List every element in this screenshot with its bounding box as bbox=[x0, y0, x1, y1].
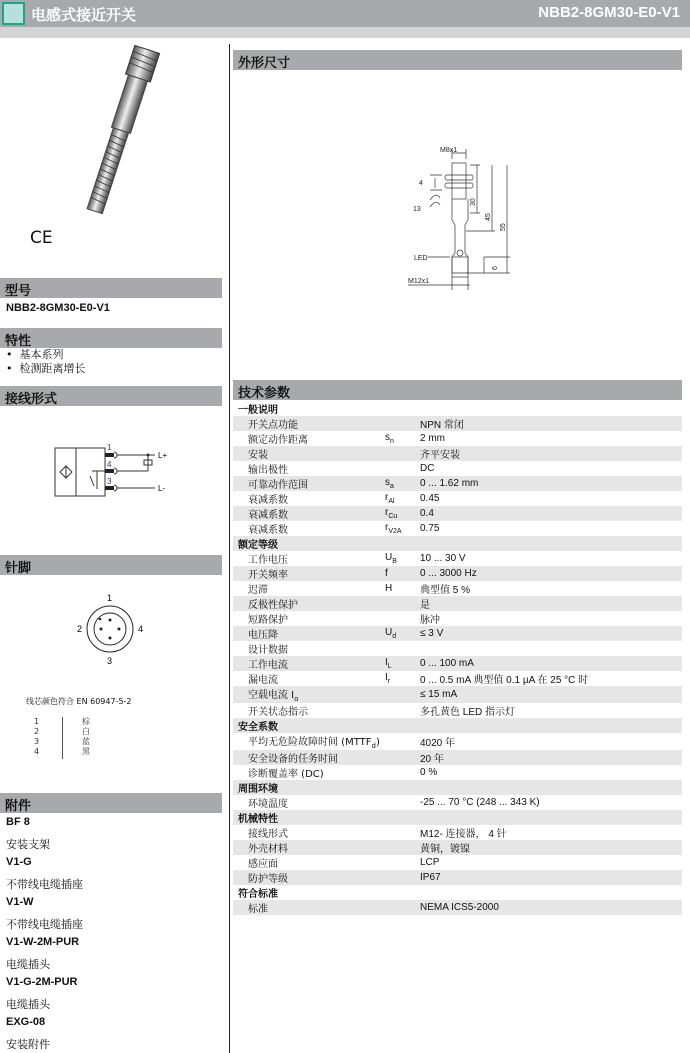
accessory-desc: 电缆插头 bbox=[6, 998, 50, 1011]
spec-value: 典型值 5 % bbox=[420, 585, 471, 596]
section-dimensions: 外形尺寸 bbox=[233, 50, 682, 70]
spec-value: 多孔黄色 LED 指示灯 bbox=[420, 707, 516, 718]
spec-label: 设计数据 bbox=[248, 645, 288, 656]
spec-section-title: 符合标准 bbox=[238, 889, 278, 900]
spec-value: 0 ... 0.5 mA 典型值 0.1 µA 在 25 °C 时 bbox=[420, 675, 589, 686]
spec-symbol: H bbox=[385, 583, 393, 594]
spec-label: 反极性保护 bbox=[233, 596, 385, 611]
spec-value: 是 bbox=[420, 596, 682, 611]
spec-value: NEMA ICS5-2000 bbox=[420, 900, 682, 915]
product-image bbox=[20, 45, 220, 215]
spec-label: 接线形式 bbox=[248, 829, 288, 840]
spec-value: 黄铜，镀镍 bbox=[420, 840, 682, 855]
spec-symbol: $U_B$ bbox=[385, 552, 397, 565]
page-title: 电感式接近开关 bbox=[31, 6, 137, 24]
svg-text:45: 45 bbox=[485, 213, 492, 221]
svg-text:30: 30 bbox=[470, 198, 477, 206]
svg-text:LED: LED bbox=[414, 255, 428, 262]
spec-label: 短路保护 bbox=[248, 615, 288, 626]
spec-row bbox=[233, 506, 682, 521]
spec-row bbox=[233, 521, 682, 536]
column-divider bbox=[229, 44, 230, 1053]
spec-value: IP67 bbox=[420, 870, 682, 885]
spec-section-title: 周围环境 bbox=[233, 780, 682, 795]
spec-value: 0.45 bbox=[420, 493, 440, 504]
svg-text:55: 55 bbox=[500, 223, 507, 231]
section-accessories: 附件 bbox=[0, 793, 222, 813]
svg-text:4: 4 bbox=[138, 624, 144, 634]
spec-symbol bbox=[385, 840, 420, 855]
spec-symbol: $r_{Cu}$ bbox=[385, 506, 420, 521]
spec-row bbox=[233, 703, 682, 718]
accessory-desc: 安装支架 bbox=[6, 838, 50, 851]
wire-color-row: 1 棕 bbox=[34, 717, 90, 726]
spec-value bbox=[420, 641, 682, 656]
spec-row bbox=[233, 461, 682, 476]
spec-row bbox=[233, 900, 682, 915]
spec-label: 输出极性 bbox=[248, 465, 288, 476]
spec-row bbox=[233, 656, 682, 671]
spec-label: 环境温度 bbox=[248, 799, 288, 810]
accessory-name[interactable]: V1-G-2M-PUR bbox=[6, 976, 78, 988]
spec-symbol: $s_n$ bbox=[385, 432, 394, 445]
spec-symbol bbox=[385, 795, 420, 810]
spec-symbol bbox=[385, 855, 420, 870]
spec-section-header bbox=[233, 536, 682, 551]
feature-item: • 检测距离增长 bbox=[6, 362, 86, 375]
spec-symbol bbox=[385, 900, 420, 915]
brand-logo bbox=[2, 2, 25, 25]
svg-text:L+: L+ bbox=[158, 451, 168, 460]
spec-row bbox=[233, 795, 682, 810]
feature-item: • 基本系列 bbox=[6, 348, 64, 361]
spec-symbol bbox=[385, 596, 420, 611]
spec-label: 迟滞 bbox=[248, 585, 268, 596]
spec-value: NPN 常闭 bbox=[420, 416, 682, 431]
spec-value: LCP bbox=[420, 857, 440, 868]
spec-symbol: $s_a$ bbox=[385, 476, 420, 491]
wire-color-row: 4 黑 bbox=[34, 747, 90, 756]
model-value: NBB2-8GM30-E0-V1 bbox=[6, 302, 110, 314]
spec-value: 10 ... 30 V bbox=[420, 553, 466, 564]
spec-label: 开关频率 bbox=[233, 566, 385, 581]
spec-value: 20 年 bbox=[420, 750, 682, 765]
spec-symbol bbox=[385, 641, 420, 656]
svg-text:4: 4 bbox=[107, 460, 112, 469]
accessory-name[interactable]: V1-W-2M-PUR bbox=[6, 936, 80, 948]
spec-label: 衰减系数 bbox=[233, 506, 385, 521]
spec-label: 漏电流 bbox=[248, 675, 278, 686]
svg-text:3: 3 bbox=[107, 656, 113, 666]
spec-value: ≤ 15 mA bbox=[420, 686, 682, 703]
spec-row bbox=[233, 476, 682, 491]
spec-label: 平均无危险故障时间 $(MTTF_d)$ bbox=[248, 737, 380, 750]
spec-row bbox=[233, 551, 682, 566]
accessory-desc: 电缆插头 bbox=[6, 958, 50, 971]
svg-text:13: 13 bbox=[413, 206, 421, 213]
spec-symbol: $r_{V2A}$ bbox=[385, 522, 402, 535]
spec-symbol bbox=[385, 825, 420, 840]
spec-label: 可靠动作范围 bbox=[233, 476, 385, 491]
spec-value: DC bbox=[420, 463, 435, 474]
section-wiring: 接线形式 bbox=[0, 386, 222, 406]
spec-row bbox=[233, 733, 682, 750]
spec-section-title: 机械特性 bbox=[233, 810, 682, 825]
wiring-diagram bbox=[50, 440, 180, 500]
svg-text:M12x1: M12x1 bbox=[408, 278, 430, 285]
wire-color-row: 3 蓝 bbox=[34, 737, 90, 746]
wire-color-table bbox=[34, 717, 90, 757]
spec-symbol bbox=[385, 870, 420, 885]
svg-text:L-: L- bbox=[158, 484, 166, 493]
spec-label: 工作电流 bbox=[233, 656, 385, 671]
accessory-desc: 不带线电缆插座 bbox=[6, 918, 83, 931]
section-features: 特性 bbox=[0, 328, 222, 348]
spec-row bbox=[233, 686, 682, 703]
svg-text:1: 1 bbox=[107, 593, 113, 603]
spec-row bbox=[233, 626, 682, 641]
svg-text:1: 1 bbox=[107, 443, 112, 452]
spec-row bbox=[233, 416, 682, 431]
accessory-desc: 安装附件 bbox=[6, 1038, 50, 1051]
svg-text:4: 4 bbox=[419, 180, 423, 187]
svg-text:3: 3 bbox=[107, 477, 112, 486]
spec-section-header bbox=[233, 780, 682, 795]
spec-label: 标准 bbox=[233, 900, 385, 915]
header-bar bbox=[0, 0, 690, 27]
spec-symbol: $r_{Al}$ bbox=[385, 492, 395, 505]
accessory-name[interactable]: V1-W bbox=[6, 896, 34, 908]
spec-value: -25 ... 70 °C (248 ... 343 K) bbox=[420, 797, 540, 808]
spec-symbol: $U_d$ bbox=[385, 626, 420, 641]
spec-label: 衰减系数 bbox=[248, 495, 288, 506]
svg-text:6: 6 bbox=[492, 266, 499, 270]
spec-value: 0 % bbox=[420, 767, 438, 778]
section-model: 型号 bbox=[0, 278, 222, 298]
spec-value: 脉冲 bbox=[420, 615, 440, 626]
spec-symbol bbox=[385, 733, 420, 750]
spec-row bbox=[233, 431, 682, 446]
spec-row bbox=[233, 491, 682, 506]
svg-text:2: 2 bbox=[77, 624, 83, 634]
ce-mark: CE bbox=[30, 228, 53, 248]
spec-section-title: 安全系数 bbox=[233, 718, 682, 733]
spec-label: 安全设备的任务时间 bbox=[233, 750, 385, 765]
section-pinout: 针脚 bbox=[0, 555, 222, 575]
spec-value: 0.4 bbox=[420, 506, 682, 521]
spec-symbol: $I_r$ bbox=[385, 672, 391, 685]
spec-row bbox=[233, 765, 682, 780]
dimension-drawing bbox=[400, 145, 540, 295]
spec-section-header bbox=[233, 718, 682, 733]
spec-row bbox=[233, 446, 682, 461]
spec-value: 0 ... 1.62 mm bbox=[420, 476, 682, 491]
spec-value: 0 ... 3000 Hz bbox=[420, 566, 682, 581]
spec-label: 外壳材料 bbox=[233, 840, 385, 855]
spec-value: 齐平安装 bbox=[420, 446, 682, 461]
spec-value: 0 ... 100 mA bbox=[420, 656, 682, 671]
spec-row bbox=[233, 611, 682, 626]
spec-symbol: $I_L$ bbox=[385, 656, 420, 671]
sub-bar bbox=[0, 27, 690, 38]
spec-symbol bbox=[385, 750, 420, 765]
pinout-diagram bbox=[70, 590, 160, 670]
spec-symbol bbox=[385, 611, 420, 626]
header-model: NBB2-8GM30-E0-V1 bbox=[538, 4, 680, 21]
spec-row bbox=[233, 825, 682, 840]
accessory-desc: 不带线电缆插座 bbox=[6, 878, 83, 891]
spec-row bbox=[233, 641, 682, 656]
spec-label: 工作电压 bbox=[248, 555, 288, 566]
wire-color-row: 2 白 bbox=[34, 727, 90, 736]
features-list bbox=[6, 348, 85, 376]
spec-section-header bbox=[233, 885, 682, 900]
spec-row bbox=[233, 671, 682, 686]
spec-value: 4020 年 bbox=[420, 738, 456, 749]
spec-label: 空载电流 $I_o$ bbox=[233, 686, 385, 703]
spec-row bbox=[233, 566, 682, 581]
accessory-name[interactable]: EXG-08 bbox=[6, 1016, 46, 1028]
spec-label: 电压降 bbox=[233, 626, 385, 641]
section-specs: 技术参数 bbox=[233, 380, 682, 400]
spec-value: 2 mm bbox=[420, 433, 445, 444]
spec-symbol: f bbox=[385, 566, 420, 581]
spec-row bbox=[233, 855, 682, 870]
spec-symbol bbox=[385, 765, 420, 780]
accessory-name[interactable]: BF 8 bbox=[6, 816, 30, 828]
specs-table bbox=[233, 401, 682, 915]
spec-label: 安装 bbox=[233, 446, 385, 461]
spec-section-title: 一般说明 bbox=[238, 405, 278, 416]
spec-symbol bbox=[385, 461, 420, 476]
spec-symbol bbox=[385, 703, 420, 718]
spec-label: 防护等级 bbox=[233, 870, 385, 885]
spec-row bbox=[233, 840, 682, 855]
spec-row bbox=[233, 870, 682, 885]
spec-value: 0.75 bbox=[420, 523, 440, 534]
spec-label: 感应面 bbox=[248, 859, 278, 870]
spec-section-title: 额定等级 bbox=[233, 536, 682, 551]
spec-label: 诊断覆盖率 (DC) bbox=[248, 769, 324, 780]
spec-symbol bbox=[385, 446, 420, 461]
spec-symbol bbox=[385, 416, 420, 431]
spec-value: M12- 连接器， 4 针 bbox=[420, 829, 507, 840]
spec-label: 衰减系数 bbox=[248, 525, 288, 536]
spec-value: ≤ 3 V bbox=[420, 626, 682, 641]
spec-label: 额定动作距离 bbox=[248, 435, 308, 446]
spec-label: 开关点功能 bbox=[233, 416, 385, 431]
svg-text:M8x1: M8x1 bbox=[440, 147, 458, 154]
spec-row bbox=[233, 750, 682, 765]
spec-label: 开关状态指示 bbox=[248, 707, 308, 718]
accessory-name[interactable]: V1-G bbox=[6, 856, 32, 868]
spec-section-header bbox=[233, 401, 682, 416]
wire-color-note: 线芯颜色符合 EN 60947-5-2 bbox=[26, 697, 132, 706]
spec-row bbox=[233, 596, 682, 611]
spec-row bbox=[233, 581, 682, 596]
spec-symbol bbox=[385, 686, 420, 703]
spec-section-header bbox=[233, 810, 682, 825]
